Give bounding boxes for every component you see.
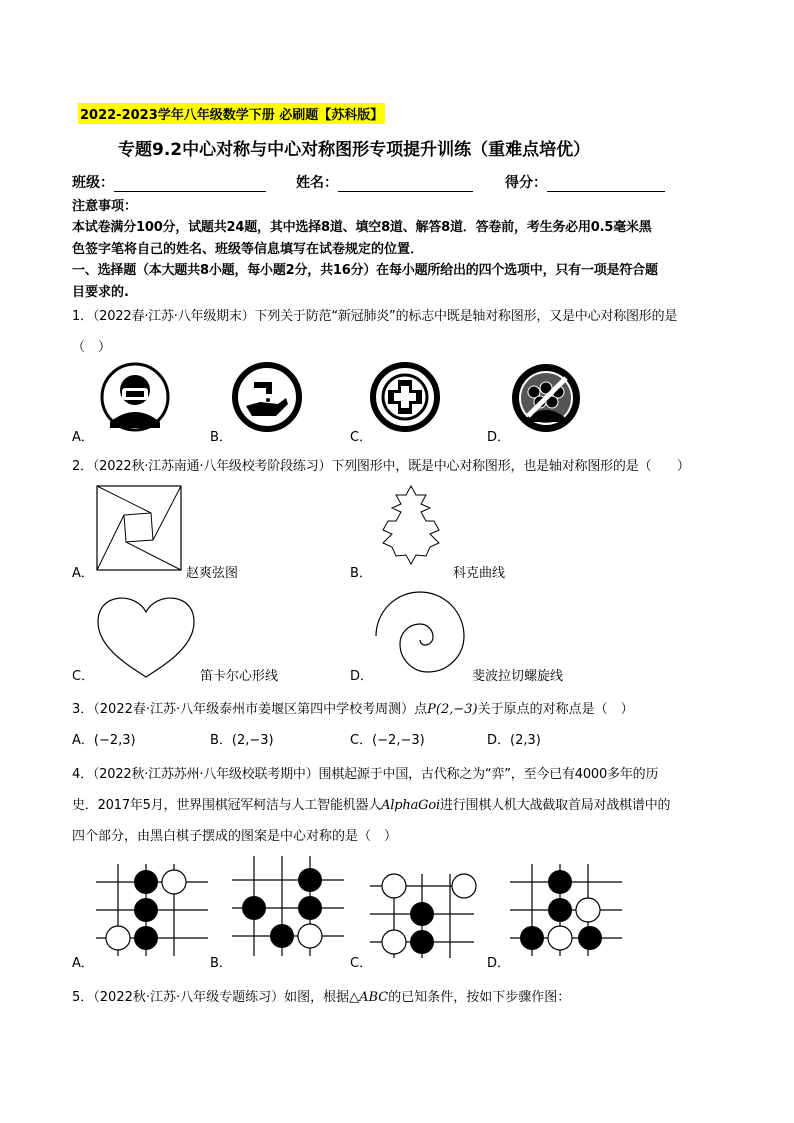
name-input-line[interactable] — [338, 177, 473, 192]
q3-option-d[interactable]: D．(2,3) — [487, 733, 541, 748]
fibonacci-spiral — [372, 592, 468, 676]
q4-line-2-b: 进行围棋人机大战截取首局对战棋谱中的 — [439, 798, 671, 813]
notice-line-2: 色签字笔将自己的姓名、班级等信息填写在试卷规定的位置． — [72, 242, 424, 257]
q1-option-b[interactable]: B． — [210, 430, 232, 445]
q1-option-c[interactable]: C． — [350, 430, 373, 445]
q2-caption-b: 科克曲线 — [453, 566, 506, 581]
q3-stem-b: 关于原点的对称点是（ ） — [477, 702, 634, 717]
go-board-d — [510, 864, 622, 956]
q4-line-2-a: 史．2017年5月，世界围棋冠军柯洁与人工智能机器人 — [72, 798, 382, 813]
class-input-line[interactable] — [114, 177, 266, 192]
zhao-shuang-diagram — [96, 485, 182, 571]
hand-washing-icon — [232, 362, 302, 432]
q5-stem-b: 的已知条件，按如下步骤作图： — [388, 990, 571, 1005]
go-board-a — [96, 864, 208, 956]
q4-option-c[interactable]: C． — [350, 956, 373, 971]
no-crowd-icon — [510, 362, 582, 434]
mask-person-icon — [100, 362, 170, 432]
q5-triangle: △ABC — [349, 990, 389, 1005]
banner: 2022-2023学年八年级数学下册 必刷题【苏科版】 — [78, 103, 385, 124]
q4-option-a[interactable]: A． — [72, 956, 94, 971]
q1-paren: （ ） — [72, 340, 112, 355]
score-field — [505, 172, 665, 192]
koch-snowflake — [372, 484, 450, 570]
section-line-2: 目要求的. — [72, 285, 129, 300]
q3-option-b[interactable]: B．(2,−3) — [210, 733, 274, 748]
notice-line-1: 本试卷满分100分，试题共24题，其中选择8道、填空8道、解答8道．答卷前，考生务必用0.5毫米黑 — [72, 220, 652, 235]
class-label: 班级： — [72, 175, 114, 191]
class-field — [72, 172, 266, 192]
q3-stem-a: 3．（2022春·江苏·八年级泰州市姜堰区第四中学校考周测）点 — [72, 702, 428, 717]
q4-line-2 — [72, 794, 670, 813]
q1-option-d[interactable]: D． — [487, 430, 511, 445]
q4-option-d[interactable]: D． — [487, 956, 511, 971]
q2-option-c[interactable]: C． — [72, 669, 95, 684]
q3-stem — [72, 698, 634, 717]
q5-stem-a: 5．（2022秋·江苏·八年级专题练习）如图，根据 — [72, 990, 350, 1005]
q5-stem — [72, 986, 570, 1005]
q1-stem: 1．（2022春·江苏·八年级期末）下列关于防范“新冠肺炎”的标志中既是轴对称图形，又是中心对称图形的是 — [72, 309, 678, 324]
go-board-b — [232, 856, 344, 956]
q3-option-c[interactable]: C．(−2,−3) — [350, 733, 425, 748]
q4-option-b[interactable]: B． — [210, 956, 232, 971]
q4-robot: AlphaGoi — [381, 798, 440, 813]
name-label: 姓名： — [296, 175, 338, 191]
score-input-line[interactable] — [547, 177, 665, 192]
score-label: 得分： — [505, 175, 547, 191]
q4-line-1: 4．（2022秋·江苏苏州·八年级校联考期中）围棋起源于中国，古代称之为“弈”，至今已有4000多年的历 — [72, 767, 659, 782]
q2-caption-c: 笛卡尔心形线 — [200, 669, 279, 684]
q1-option-a[interactable]: A． — [72, 430, 94, 445]
q3-option-a[interactable]: A．(−2,3) — [72, 733, 136, 748]
q2-stem: 2．（2022秋·江苏南通·八年级校考阶段练习）下列图形中，既是中心对称图形，也是轴对称图形的是（ ） — [72, 459, 690, 474]
q2-caption-d: 斐波拉切螺旋线 — [472, 669, 564, 684]
q2-caption-a: 赵爽弦图 — [186, 566, 239, 581]
page-title: 专题9.2中心对称与中心对称图形专项提升训练（重难点培优） — [118, 140, 591, 160]
go-board-c — [370, 866, 474, 958]
medical-cross-icon — [370, 362, 440, 432]
q4-line-3: 四个部分，由黑白棋子摆成的图案是中心对称的是（ ） — [72, 829, 398, 844]
name-field — [296, 172, 473, 192]
q3-point: P(2,−3) — [427, 702, 478, 717]
cardioid-heart — [96, 590, 196, 680]
q2-option-d[interactable]: D． — [350, 669, 374, 684]
q2-option-b[interactable]: B． — [350, 566, 372, 581]
notice-heading: 注意事项： — [72, 199, 138, 214]
section-line-1: 一、选择题（本大题共8小题，每小题2分，共16分）在每小题所给出的四个选项中，只有一项是符合题 — [72, 263, 658, 278]
q2-option-a[interactable]: A． — [72, 566, 94, 581]
